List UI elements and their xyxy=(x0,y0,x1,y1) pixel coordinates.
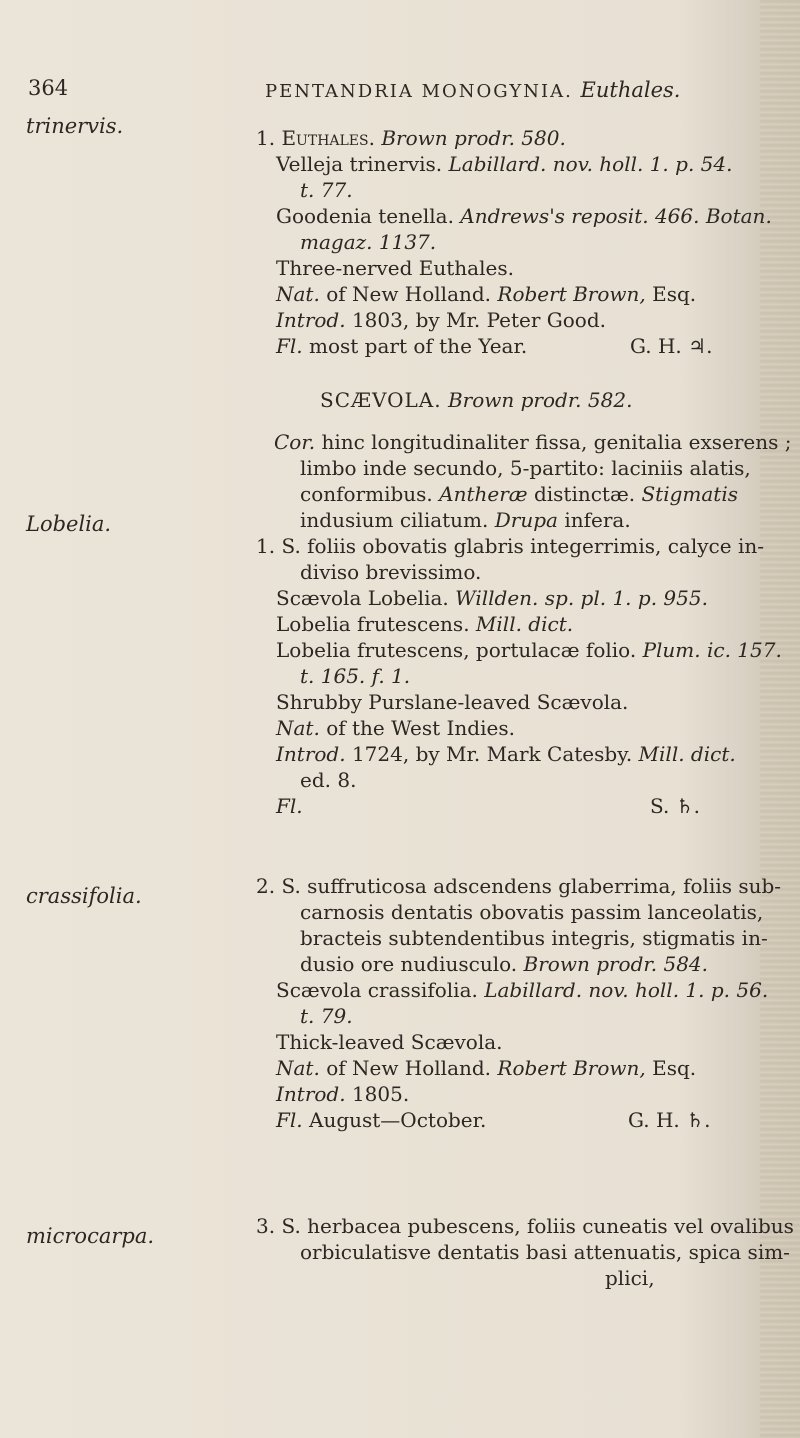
scaevola-char-2: limbo inde secundo, 5-partito: laciniis alatis, xyxy=(300,456,751,480)
text: of New Holland. xyxy=(326,1056,492,1080)
reference: Plum. ic. 157. xyxy=(642,638,782,662)
lobelia-introduced xyxy=(276,742,736,766)
page-header xyxy=(0,76,760,106)
margin-trinervis: trinervis. xyxy=(26,114,124,138)
running-title-text: PENTANDRIA MONOGYNIA. xyxy=(265,81,573,102)
text: indusium ciliatum. xyxy=(300,508,489,532)
lobelia-line-6: t. 165. f. 1. xyxy=(300,664,411,688)
euthales-common-name: Three-nerved Euthales. xyxy=(276,256,514,280)
margin-crassifolia: crassifolia. xyxy=(26,884,142,908)
euthales-heading xyxy=(256,126,566,150)
scaevola-char-1 xyxy=(274,430,792,454)
reference: Willden. sp. pl. 1. p. 955. xyxy=(455,586,708,610)
text: distinctæ. xyxy=(533,482,636,506)
label: Nat. xyxy=(276,716,320,740)
reference: Labillard. nov. holl. 1. p. 54. xyxy=(448,152,733,176)
running-genus: Euthales. xyxy=(580,78,681,102)
reference: Botan. xyxy=(705,204,772,228)
reference: Labillard. nov. holl. 1. p. 56. xyxy=(484,978,769,1002)
euthales-flowering xyxy=(276,334,527,358)
euthales-introduced xyxy=(276,308,606,332)
reference: Brown prodr. 580. xyxy=(381,126,566,150)
euthales-line-2 xyxy=(276,152,732,176)
text: of New Holland. xyxy=(326,282,492,306)
label: Introd. xyxy=(276,308,346,332)
microcarpa-line-1 xyxy=(256,1214,794,1238)
reference: Mill. dict. xyxy=(638,742,736,766)
synonym: Scævola Lobelia. xyxy=(276,586,449,610)
crassifolia-line-2: carnosis dentatis obovatis passim lanceolatis, xyxy=(300,900,764,924)
text: infera. xyxy=(564,508,631,532)
genus-title: SCÆVOLA. xyxy=(320,388,442,412)
reference: Brown prodr. 584. xyxy=(523,952,709,976)
lobelia-line-1 xyxy=(256,534,764,558)
text: most part of the Year. xyxy=(309,334,528,358)
synonym: Velleja trinervis. xyxy=(276,152,443,176)
text: dusio ore nudiusculo. xyxy=(300,952,518,976)
euthales-culture: G. H. ♃. xyxy=(630,334,713,358)
synonym: Goodenia tenella. xyxy=(276,204,454,228)
label: Antheræ xyxy=(439,482,528,506)
label: Nat. xyxy=(276,282,320,306)
euthales-native xyxy=(276,282,696,306)
label: Nat. xyxy=(276,1056,320,1080)
synonym: Scævola crassifolia. xyxy=(276,978,478,1002)
margin-microcarpa: microcarpa. xyxy=(26,1224,155,1248)
author: Robert Brown, xyxy=(497,282,646,306)
synonym: Lobelia frutescens. xyxy=(276,612,470,636)
euthales-line-4 xyxy=(276,204,772,228)
lobelia-culture: S. ♄. xyxy=(650,794,700,818)
synonym: Lobelia frutescens, portulacæ folio. xyxy=(276,638,637,662)
page-number: 364 xyxy=(28,76,69,100)
text: Esq. xyxy=(652,282,697,306)
lobelia-flowering: Fl. xyxy=(276,794,303,818)
text: 1805. xyxy=(351,1082,410,1106)
lobelia-native xyxy=(276,716,515,740)
text: August—October. xyxy=(309,1108,487,1132)
text: 1724, by Mr. Mark Catesby. xyxy=(351,742,633,766)
entry-number: 1. xyxy=(256,534,276,558)
label: Drupa xyxy=(494,508,558,532)
label: Introd. xyxy=(276,742,346,766)
text: 1803, by Mr. Peter Good. xyxy=(351,308,606,332)
text: conformibus. xyxy=(300,482,433,506)
lobelia-line-4 xyxy=(276,612,573,636)
text: of the West Indies. xyxy=(326,716,515,740)
lobelia-line-10: ed. 8. xyxy=(300,768,357,792)
reference: Brown prodr. 582. xyxy=(447,388,633,412)
scaevola-char-4 xyxy=(300,508,631,532)
crassifolia-line-4 xyxy=(300,952,708,976)
crassifolia-line-3: bracteis subtendentibus integris, stigmatis in- xyxy=(300,926,768,950)
label: Fl. xyxy=(276,1108,303,1132)
reference: Andrews's reposit. 466. xyxy=(460,204,700,228)
text: hinc longitudinaliter fissa, genitalia exserens ; xyxy=(321,430,792,454)
scaevola-char-3 xyxy=(300,482,738,506)
running-title xyxy=(265,78,680,102)
crassifolia-common-name: Thick-leaved Scævola. xyxy=(276,1030,503,1054)
crassifolia-line-1 xyxy=(256,874,781,898)
diagnosis: S. suffruticosa adscendens glaberrima, foliis sub- xyxy=(281,874,782,898)
lobelia-line-2: diviso brevissimo. xyxy=(300,560,482,584)
lobelia-line-5 xyxy=(276,638,782,662)
crassifolia-native xyxy=(276,1056,696,1080)
microcarpa-line-2: orbiculatisve dentatis basi attenuatis, spica sim- xyxy=(300,1240,790,1264)
diagnosis: S. foliis obovatis glabris integerrimis, calyce in- xyxy=(281,534,764,558)
label: Stigmatis xyxy=(641,482,739,506)
euthales-line-3: t. 77. xyxy=(300,178,353,202)
entry-number: 3. xyxy=(256,1214,276,1238)
label: Fl. xyxy=(276,334,303,358)
crassifolia-line-6: t. 79. xyxy=(300,1004,353,1028)
microcarpa-catchword: plici, xyxy=(605,1266,655,1290)
lobelia-common-name: Shrubby Purslane-leaved Scævola. xyxy=(276,690,629,714)
text: Esq. xyxy=(652,1056,697,1080)
genus-name: Euthales. xyxy=(281,126,375,150)
crassifolia-flowering xyxy=(276,1108,486,1132)
label: Introd. xyxy=(276,1082,346,1106)
lobelia-line-3 xyxy=(276,586,708,610)
label: Cor. xyxy=(274,430,316,454)
scaevola-heading xyxy=(320,388,632,412)
crassifolia-culture: G. H. ♄. xyxy=(628,1108,711,1132)
crassifolia-introduced xyxy=(276,1082,409,1106)
entry-number: 1. xyxy=(256,126,276,150)
author: Robert Brown, xyxy=(497,1056,646,1080)
euthales-line-5: magaz. 1137. xyxy=(300,230,437,254)
margin-lobelia: Lobelia. xyxy=(26,512,112,536)
diagnosis: S. herbacea pubescens, foliis cuneatis vel ovalibus xyxy=(281,1214,794,1238)
reference: Mill. dict. xyxy=(475,612,574,636)
crassifolia-line-5 xyxy=(276,978,768,1002)
entry-number: 2. xyxy=(256,874,276,898)
